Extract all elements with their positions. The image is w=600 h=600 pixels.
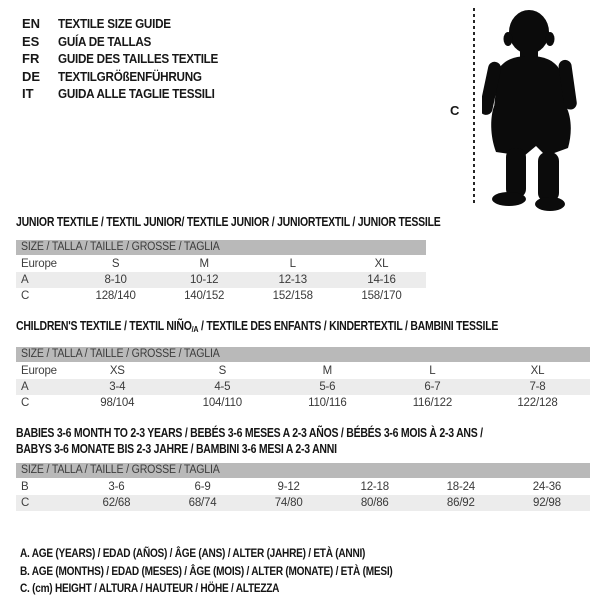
baby-silhouette-icon [482, 6, 596, 212]
size-cell: 18-24 [446, 481, 476, 493]
size-cell: 98/104 [100, 397, 135, 409]
row-label: C [21, 397, 30, 409]
language-title: GUÍA DE TALLAS [58, 33, 152, 49]
language-row-fr [22, 50, 236, 68]
language-title: TEXTILGRÖßENFÜHRUNG [58, 68, 202, 84]
row-label: B [21, 481, 29, 493]
junior-size-table [16, 256, 426, 304]
row-label: A [16, 379, 65, 395]
size-cell: 86/92 [418, 495, 504, 511]
junior-table-title: JUNIOR TEXTILE / TEXTIL JUNIOR/ TEXTILE JUNIOR / JUNIORTEXTIL / JUNIOR TESSILE [16, 215, 441, 229]
junior-textile-table [16, 215, 441, 304]
children-table-title: CHILDREN'S TEXTILE / TEXTIL NIÑO/A / TEXTILE DES ENFANTS / KINDERTEXTIL / BAMBINI TESSILE [16, 319, 499, 334]
language-title: TEXTILE SIZE GUIDE [58, 16, 171, 31]
babies-table-title: BABIES 3-6 MONTH TO 2-3 YEARS / BEBÉS 3-6 MESES A 2-3 AÑOS / BÉBÉS 3-6 MOIS À 2-3 ANS / BABYS 3-6 MONATE BIS 2-3 JAHRE / BAMBINI 3-6 MESI A 2-3 ANNI [16, 426, 483, 456]
size-cell: 12-13 [248, 272, 337, 288]
children-textile-table [16, 320, 590, 411]
row-label: C [21, 290, 30, 302]
size-header-bar: SIZE / TALLA / TAILLE / GRÖSSE / TAGLIA [16, 347, 590, 362]
size-col-header: M [199, 258, 209, 270]
children-size-table [16, 363, 590, 411]
size-col-header: S [218, 365, 227, 377]
table-row-height [16, 495, 590, 511]
size-cell: 10-12 [160, 272, 249, 288]
size-cell: 110/116 [308, 397, 347, 409]
size-cell: 152/158 [272, 290, 313, 302]
size-cell: 12-18 [360, 481, 389, 493]
size-cell: 4-5 [170, 379, 275, 395]
language-code: ES [22, 33, 40, 49]
size-header-bar: SIZE / TALLA / TAILLE / GRÖSSE / TAGLIA [16, 240, 426, 255]
language-code: EN [22, 16, 41, 31]
note-c: C. (cm) HEIGHT / ALTURA / HAUTEUR / HÖHE / ALTEZZA [20, 581, 280, 595]
size-col-header: L [289, 258, 296, 270]
size-cell: 8-10 [71, 272, 160, 288]
language-row-es [22, 33, 236, 51]
size-cell: 7-8 [485, 379, 590, 395]
table-row-age [16, 379, 590, 395]
language-title: GUIDA ALLE TAGLIE TESSILI [58, 86, 215, 102]
table-row-europe [16, 363, 590, 379]
babies-size-table [16, 479, 590, 511]
size-cell: 68/74 [159, 495, 245, 511]
table-row-height [16, 288, 426, 304]
size-cell: 9-12 [277, 481, 300, 493]
language-code: IT [22, 86, 34, 102]
size-cell: 92/98 [504, 495, 590, 511]
size-cell: 5-6 [275, 379, 380, 395]
table-row-months [16, 479, 590, 495]
size-cell: 24-36 [532, 481, 562, 493]
height-measure-label: C [450, 103, 460, 118]
size-cell: 116/122 [412, 397, 453, 409]
language-title-list [22, 15, 236, 103]
babies-textile-table [16, 425, 590, 511]
size-cell: 3-4 [65, 379, 170, 395]
size-cell: 6-9 [194, 481, 211, 493]
table-row-europe [16, 256, 426, 272]
size-cell: 62/68 [73, 495, 159, 511]
size-cell: 104/110 [202, 397, 242, 409]
size-cell: 80/86 [332, 495, 418, 511]
size-cell: 74/80 [246, 495, 332, 511]
size-cell: 158/170 [361, 290, 402, 302]
size-cell: 14-16 [337, 272, 426, 288]
note-b: B. AGE (MONTHS) / EDAD (MESES) / ÂGE (MOIS) / ALTER (MONATE) / ETÀ (MESI) [20, 563, 393, 578]
row-label: C [16, 495, 73, 511]
language-row-de [22, 68, 236, 86]
language-row-en [22, 15, 236, 33]
size-col-header: XL [374, 258, 389, 270]
table-row-height [16, 395, 590, 411]
size-cell: 140/152 [184, 290, 225, 302]
size-col-header: XS [109, 365, 125, 377]
size-cell: 128/140 [95, 290, 136, 302]
size-cell: 6-7 [380, 379, 485, 395]
row-label: Europe [21, 258, 57, 270]
language-title: GUIDE DES TAILLES TEXTILE [58, 51, 219, 67]
subscript-text: /A [191, 324, 199, 334]
language-code: DE [22, 68, 41, 84]
language-code: FR [22, 51, 40, 67]
table-row-age [16, 272, 426, 288]
language-row-it [22, 85, 236, 103]
size-col-header: M [322, 365, 333, 377]
height-measure-dashed-line [473, 8, 475, 206]
row-label: Europe [21, 365, 57, 377]
size-col-header: XL [530, 365, 545, 377]
size-cell: 122/128 [517, 397, 558, 409]
size-header-bar: SIZE / TALLA / TAILLE / GRÖSSE / TAGLIA [16, 463, 590, 478]
size-col-header: L [429, 365, 436, 377]
size-cell: 3-6 [108, 481, 125, 493]
row-label: A [16, 272, 71, 288]
legend-notes [20, 545, 463, 598]
size-col-header: S [111, 258, 120, 270]
note-a: A. AGE (YEARS) / EDAD (AÑOS) / ÂGE (ANS) / ALTER (JAHRE) / ETÀ (ANNI) [20, 546, 366, 560]
